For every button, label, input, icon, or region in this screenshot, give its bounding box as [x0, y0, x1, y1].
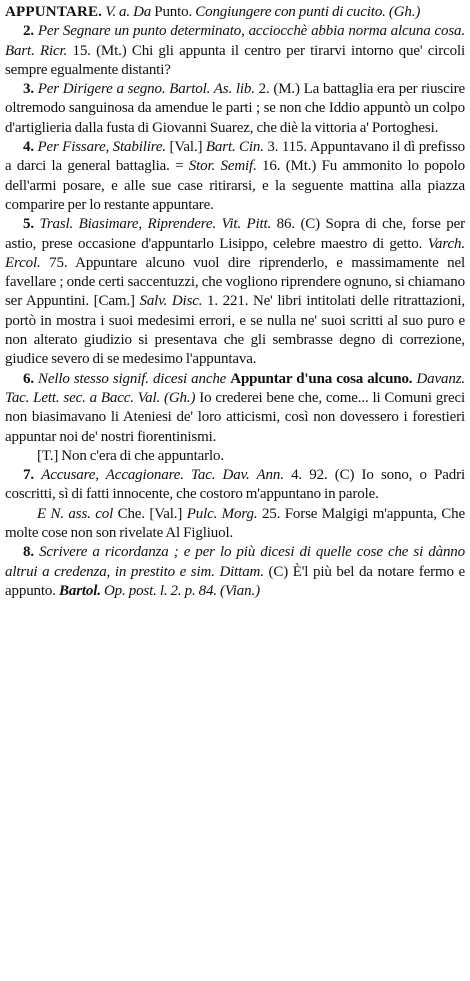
sense-5: [5, 215, 465, 369]
sub-word: Che.: [117, 505, 145, 522]
sense-citation: Pulc. Morg.: [186, 505, 258, 522]
sense-7: [5, 466, 465, 505]
bold-word: Bartol.: [58, 582, 101, 599]
sense-definition: Scrivere a ricordanza ; e per lo più dicesi di quelle cose che si dànno altrui a credenza, in prestito e sim. Dittam.: [5, 544, 465, 580]
entry-source: (Gh.): [388, 4, 421, 20]
quote-text: [T.] Non c'era di che appuntarlo.: [37, 447, 224, 464]
origin-prefix: Da: [133, 4, 152, 20]
sense-text: 16. (Mt.) Fu ammonito lo popolo dell'armi posare, e alle sue case ritirarsi, e la seguente mattina alla piazza comparire per lo restante appuntare.: [5, 158, 465, 213]
sub-val: [Val.]: [144, 505, 187, 522]
sense-text: 75. Appuntare alcuno vuol dire riprenderlo, e massimamente nel favellare ; onde certi saccentuzzi, che vogliono riprendere ognuno, si chiamano ser Appuntini. [Cam.]: [5, 254, 465, 310]
sense-citation: Salv. Disc.: [139, 293, 203, 310]
sense-text: [Val.]: [166, 139, 206, 156]
sense-number: 2.: [23, 23, 34, 40]
sense-definition: Trasl. Biasimare, Riprendere. Vit. Pitt.: [39, 216, 272, 233]
sense-text: 1. 221. Ne' libri intitolati delle ritrattazioni, portò in mostra i suoi medesimi errori, e se nulla ne' suoi scritti al suo puro e non alterato giudizio si presentava che gli sembrasse degno di correzione, giudice severo di se medesimo l'appuntava.: [5, 293, 466, 368]
entry-definition: Congiungere con punti di cucito.: [195, 4, 386, 20]
sense-number: 8.: [23, 544, 34, 561]
sense-citation: Bart. Ricr.: [5, 42, 68, 59]
sense-3: [5, 80, 465, 138]
entry-sense-1: [5, 3, 465, 22]
sense-number: 5.: [23, 216, 34, 233]
sense-definition: Per Segnare un punto determinato, acciocchè abbia norma alcuna cosa.: [37, 23, 465, 40]
sense-number: 4.: [23, 139, 34, 156]
sense-4: [5, 138, 465, 215]
sense-6: [5, 370, 465, 447]
sense-text: 25. Forse Malgigi m'appunta, Che molte cose non son rivelate Al Figliuol.: [5, 505, 465, 542]
sense-number: 6.: [23, 370, 34, 387]
sense-citation: Stor. Semif.: [188, 158, 257, 175]
sense-2: [5, 22, 465, 80]
grammar-label: V. a.: [105, 4, 130, 20]
bold-phrase: Appuntar d'una cosa alcuno.: [230, 370, 413, 387]
sense-definition: Per Fissare, Stabilire.: [37, 139, 167, 156]
origin-word: Punto.: [154, 4, 193, 20]
sense-text: 4. 92. (C) Io sono, o Padri coscritti, sì di fatti innocente, che costoro m'appuntano in parole.: [5, 467, 465, 503]
sense-text: Io crederei bene che, come... li Comuni greci non biasimavano li Ateniesi de' loro atticismi, così non dovessero i forestieri appuntar noi de' nostri fiorentinismi.: [5, 389, 466, 445]
sense-citation: Davanz. Tac. Lett. sec. a Bacc. Val. (Gh.): [5, 370, 466, 406]
sense-citation: Bart. Cin.: [205, 139, 264, 156]
headword: APPUNTARE.: [5, 4, 103, 20]
sense-7-sub: [5, 505, 465, 544]
sense-definition: Nello stesso signif. dicesi anche: [38, 370, 227, 387]
sense-text: 15. (Mt.) Chi gli appunta il centro per tirarvi intorno que' circoli sempre egualmente distanti?: [5, 42, 465, 78]
sense-citation: Varch. Ercol.: [5, 235, 465, 271]
sense-definition: Accusare, Accagionare. Tac. Dav. Ann.: [41, 467, 284, 484]
sub-label: E N. ass. col: [37, 505, 114, 522]
sense-6-quote: [5, 447, 465, 466]
sense-text: (C) È'l più bel da notare fermo e appunto.: [5, 563, 465, 599]
sense-definition: Per Dirigere a segno. Bartol. As. lib.: [37, 81, 255, 98]
sense-text: 3. 115. Appuntavano il dì prefisso a darci la general battaglia. =: [5, 139, 465, 175]
sense-text: 2. (M.) La battaglia era per riuscire oltremodo sanguinosa da amendue le parti ; se non che Iddio appuntò un colpo d'artiglieria dalla fusta di Giovanni Suarez, che diè la vittoria a' Portoghesi.: [5, 81, 465, 136]
sense-8: [5, 543, 465, 601]
sense-text: 86. (C) Sopra di che, forse per astio, prese occasione d'appuntarlo Lisippo, celebre maestro di getto.: [5, 216, 465, 252]
sense-citation: Op. post. l. 2. p. 84. (Vian.): [103, 582, 260, 599]
sense-number: 3.: [23, 81, 34, 98]
sense-number: 7.: [23, 467, 34, 484]
